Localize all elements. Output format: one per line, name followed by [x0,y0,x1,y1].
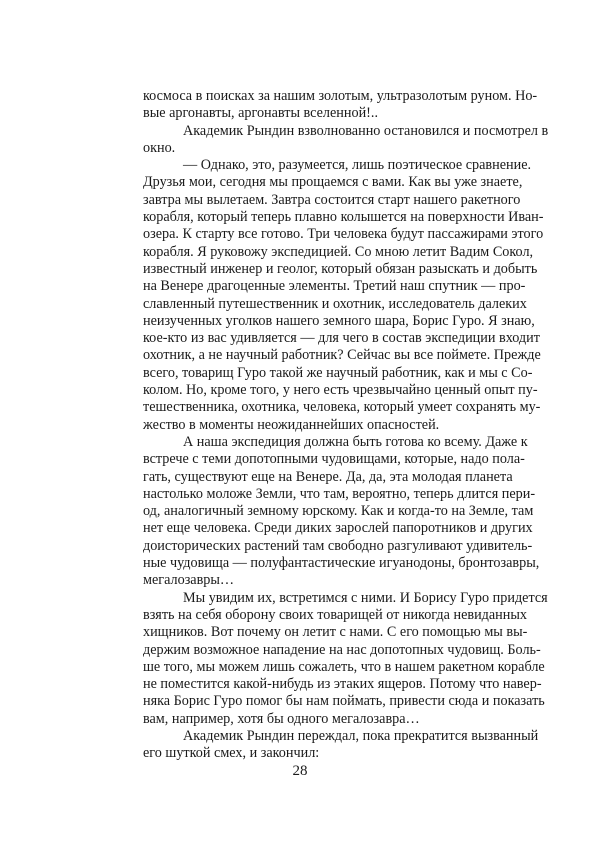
body-text [143,88,549,763]
text-line: настолько моложе Земли, что там, вероятно, теперь длится пери- [143,485,536,502]
text-line: взять на себя оборону своих товарищей от никогда невиданных [143,606,527,623]
text-line: гать, существуют еще на Венере. Да, да, эта молодая планета [143,468,513,485]
text-line: вые аргонавты, аргонавты вселенной!.. [143,105,379,122]
text-line: ные чудовища — полуфантастические игуанодоны, бронтозавры, [143,555,540,572]
text-line: не поместится какой-нибудь из этаких ящеров. Потому что навер- [143,676,542,693]
text-line: колом. Но, кроме того, у него есть чрезвычайно ценный опыт пу- [143,382,538,399]
text-line: хищников. Вот почему он летит с нами. С его помощью мы вы- [143,624,528,641]
text-line: ше того, мы можем лишь сожалеть, что в нашем ракетном корабле [143,658,545,675]
text-line: няка Борис Гуро помог бы нам поймать, привести сюда и показать [143,693,545,710]
text-line: Друзья мои, сегодня мы прощаемся с вами. Как вы уже знаете, [143,174,523,191]
text-line: корабля. Я руковожу экспедицией. Со мною летит Вадим Сокол, [143,243,534,260]
text-line: известный инженер и геолог, который обязан разыскать и добыть [143,260,538,277]
text-line: завтра мы вылетаем. Завтра состоится старт нашего ракетного [143,191,521,208]
text-line: его шуткой смех, и закончил: [143,745,320,762]
text-line: держим возможное нападение на нас допотопных чудовищ. Боль- [143,641,541,658]
text-line: Мы увидим их, встретимся с ними. И Борису Гуро придется [183,589,548,606]
text-line: охотник, а не научный работник? Сейчас вы все поймете. Прежде [143,347,541,364]
text-line: А наша экспедиция должна быть готова ко всему. Даже к [183,433,528,450]
text-line: окно. [143,139,176,156]
text-line: мегалозавры… [143,572,235,589]
text-line: озера. К старту все готово. Три человека будут пассажирами этого [143,226,544,243]
text-line: доисторических растений там свободно разгуливают удивитель- [143,537,533,554]
text-line: тешественника, охотника, человека, который умеет сохранять му- [143,399,541,416]
page-number: 28 [292,763,308,779]
text-line: космоса в поисках за нашим золотым, ультразолотым руном. Но- [143,88,538,104]
text-line: од, аналогичный земному юрскому. Как и когда-то на Земле, там [143,503,534,520]
text-line: — Однако, это, разумеется, лишь поэтическое сравнение. [183,157,532,174]
text-line: кое-кто из вас удивляется — для чего в состав экспедиции входит [143,330,540,347]
text-line: на Венере драгоценные элементы. Третий наш спутник — про- [143,278,526,295]
text-line: славленный путешественник и охотник, исследователь далеких [143,295,527,312]
text-line: встрече с теми допотопными чудовищами, которые, надо пола- [143,451,525,468]
text-line: Академик Рындин взволнованно остановился и посмотрел в [183,122,549,139]
text-line: корабля, который теперь плавно колышется на поверхности Иван- [143,209,544,226]
text-line: жество в моменты неожиданнейших опасностей. [143,416,440,433]
text-line: нет еще человека. Среди диких зарослей папоротников и других [143,520,533,537]
text-line: вам, например, хотя бы одного мегалозавра… [143,710,420,727]
text-line: неизученных уголков нашего земного шара, Борис Гуро. Я знаю, [143,312,535,329]
text-line: Академик Рындин переждал, пока прекратится вызванный [183,727,539,744]
text-line: всего, товарищ Гуро такой же научный работник, как и мы с Со- [143,364,533,381]
